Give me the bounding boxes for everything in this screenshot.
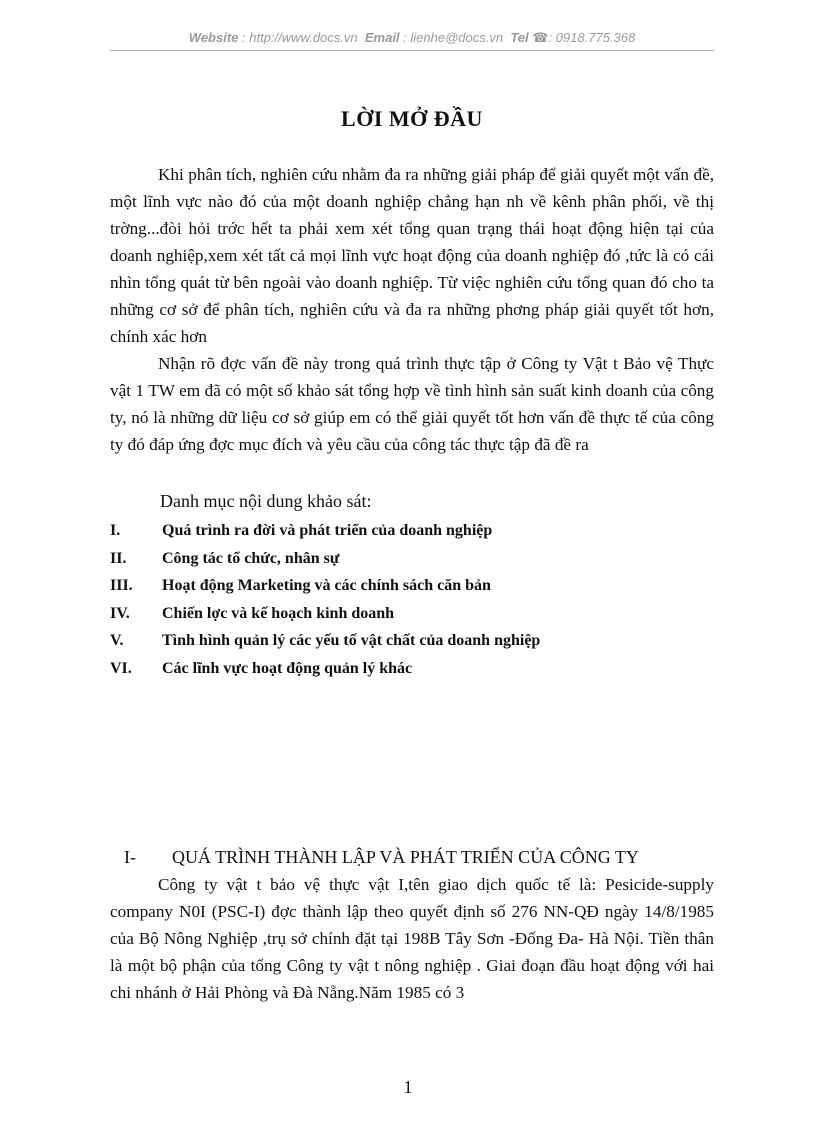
section-heading <box>124 845 724 869</box>
email-value: : lienhe@docs.vn <box>403 30 504 45</box>
website-label: Website <box>188 30 239 45</box>
header-divider <box>110 50 714 51</box>
toc-intro: Danh mục nội dung khảo sát: <box>160 491 372 511</box>
toc-item-text: Công tác tổ chức, nhân sự <box>162 549 340 567</box>
intro-paragraph-1: Khi phân tích, nghiên cứu nhằm đa ra những giải pháp để giải quyết một vấn đề, một lĩnh vực nào đó của một doanh nghiệp chẳng hạn nh về kênh phân phối, về thị trờng...đòi hỏi trớc hết ta phải xem xét tổng quan trạng thái hoạt động hiện tại của doanh nghiệp,xem xét tất cả mọi lĩnh vực hoạt động của doanh nghiệp đó ,tức là có cái nhìn tổng quát từ bên ngoài vào doanh nghiệp. Từ việc nghiên cứu tổng quan đó cho ta những cơ sở để phân tích, nghiên cứu và đa ra những phơng pháp giải quyết tốt hơn, chính xác hơn <box>110 165 714 346</box>
section-title: QUÁ TRÌNH THÀNH LẬP VÀ PHÁT TRIỂN CỦA CÔNG TY <box>172 847 639 867</box>
section-paragraph-1: Công ty vật t bảo vệ thực vật I,tên giao dịch quốc tế là: Pesicide-supply company N0I (PSC-I) đợc thành lập theo quyết định số 276 NN-QĐ ngày 14/8/1985 của Bộ Nông Nghiệp ,trụ sở chính đặt tại 198B Tây Sơn -Đống Đa- Hà Nội. Tiền thân là một bộ phận của tổng Công ty vật t nông nghiệp . Giai đoạn đầu hoạt động với hai chi nhánh ở Hải Phòng và Đà Nẵng.Năm 1985 có 3 <box>110 875 714 1002</box>
toc-item-number: I. <box>110 522 121 539</box>
page-number: 1 <box>403 1077 413 1097</box>
tel-value: : 0918.775.368 <box>548 30 636 45</box>
phone-icon: ☎ <box>532 30 549 45</box>
toc-item-number: V. <box>110 632 124 649</box>
document-title: LỜI MỞ ĐẦU <box>341 106 483 131</box>
toc-item-text: Hoạt động Marketing và các chính sách căn bản <box>162 577 491 594</box>
toc-item <box>110 600 714 628</box>
site-header <box>110 30 714 46</box>
toc-item-text: Quá trình ra đời và phát triển của doanh nghiệp <box>162 522 493 539</box>
toc-item-text: Tình hình quản lý các yếu tố vật chất của doanh nghiệp <box>162 632 541 649</box>
toc-item <box>110 545 714 573</box>
toc-item-number: II. <box>110 549 127 567</box>
toc-item-text: Chiến lợc và kế hoạch kinh doanh <box>162 604 395 622</box>
tel-label: Tel <box>510 30 529 45</box>
toc-item <box>110 517 714 545</box>
toc-list <box>110 517 714 682</box>
email-label: Email <box>364 30 400 45</box>
toc-item-number: III. <box>110 577 133 594</box>
toc-item <box>110 627 714 655</box>
toc-item-number: VI. <box>110 659 132 677</box>
section-number: I- <box>124 847 136 867</box>
toc-item <box>110 655 714 683</box>
toc-item <box>110 572 714 600</box>
toc-item-text: Các lĩnh vực hoạt động quản lý khác <box>162 659 413 677</box>
toc-item-number: IV. <box>110 604 130 622</box>
website-value: : http://www.docs.vn <box>242 30 358 45</box>
intro-paragraph-2: Nhận rõ đợc vấn đề này trong quá trình thực tập ở Công ty Vật t Bảo vệ Thực vật 1 TW em đã có một số khảo sát tổng hợp về tình hình sản suất kinh doanh của công ty, nó là những dữ liệu cơ sở giúp em có thể giải quyết tốt hơn vấn đề thực tế của công ty đó đáp ứng đợc mục đích và yêu cầu của công tác thực tập đã đề ra <box>110 354 714 454</box>
